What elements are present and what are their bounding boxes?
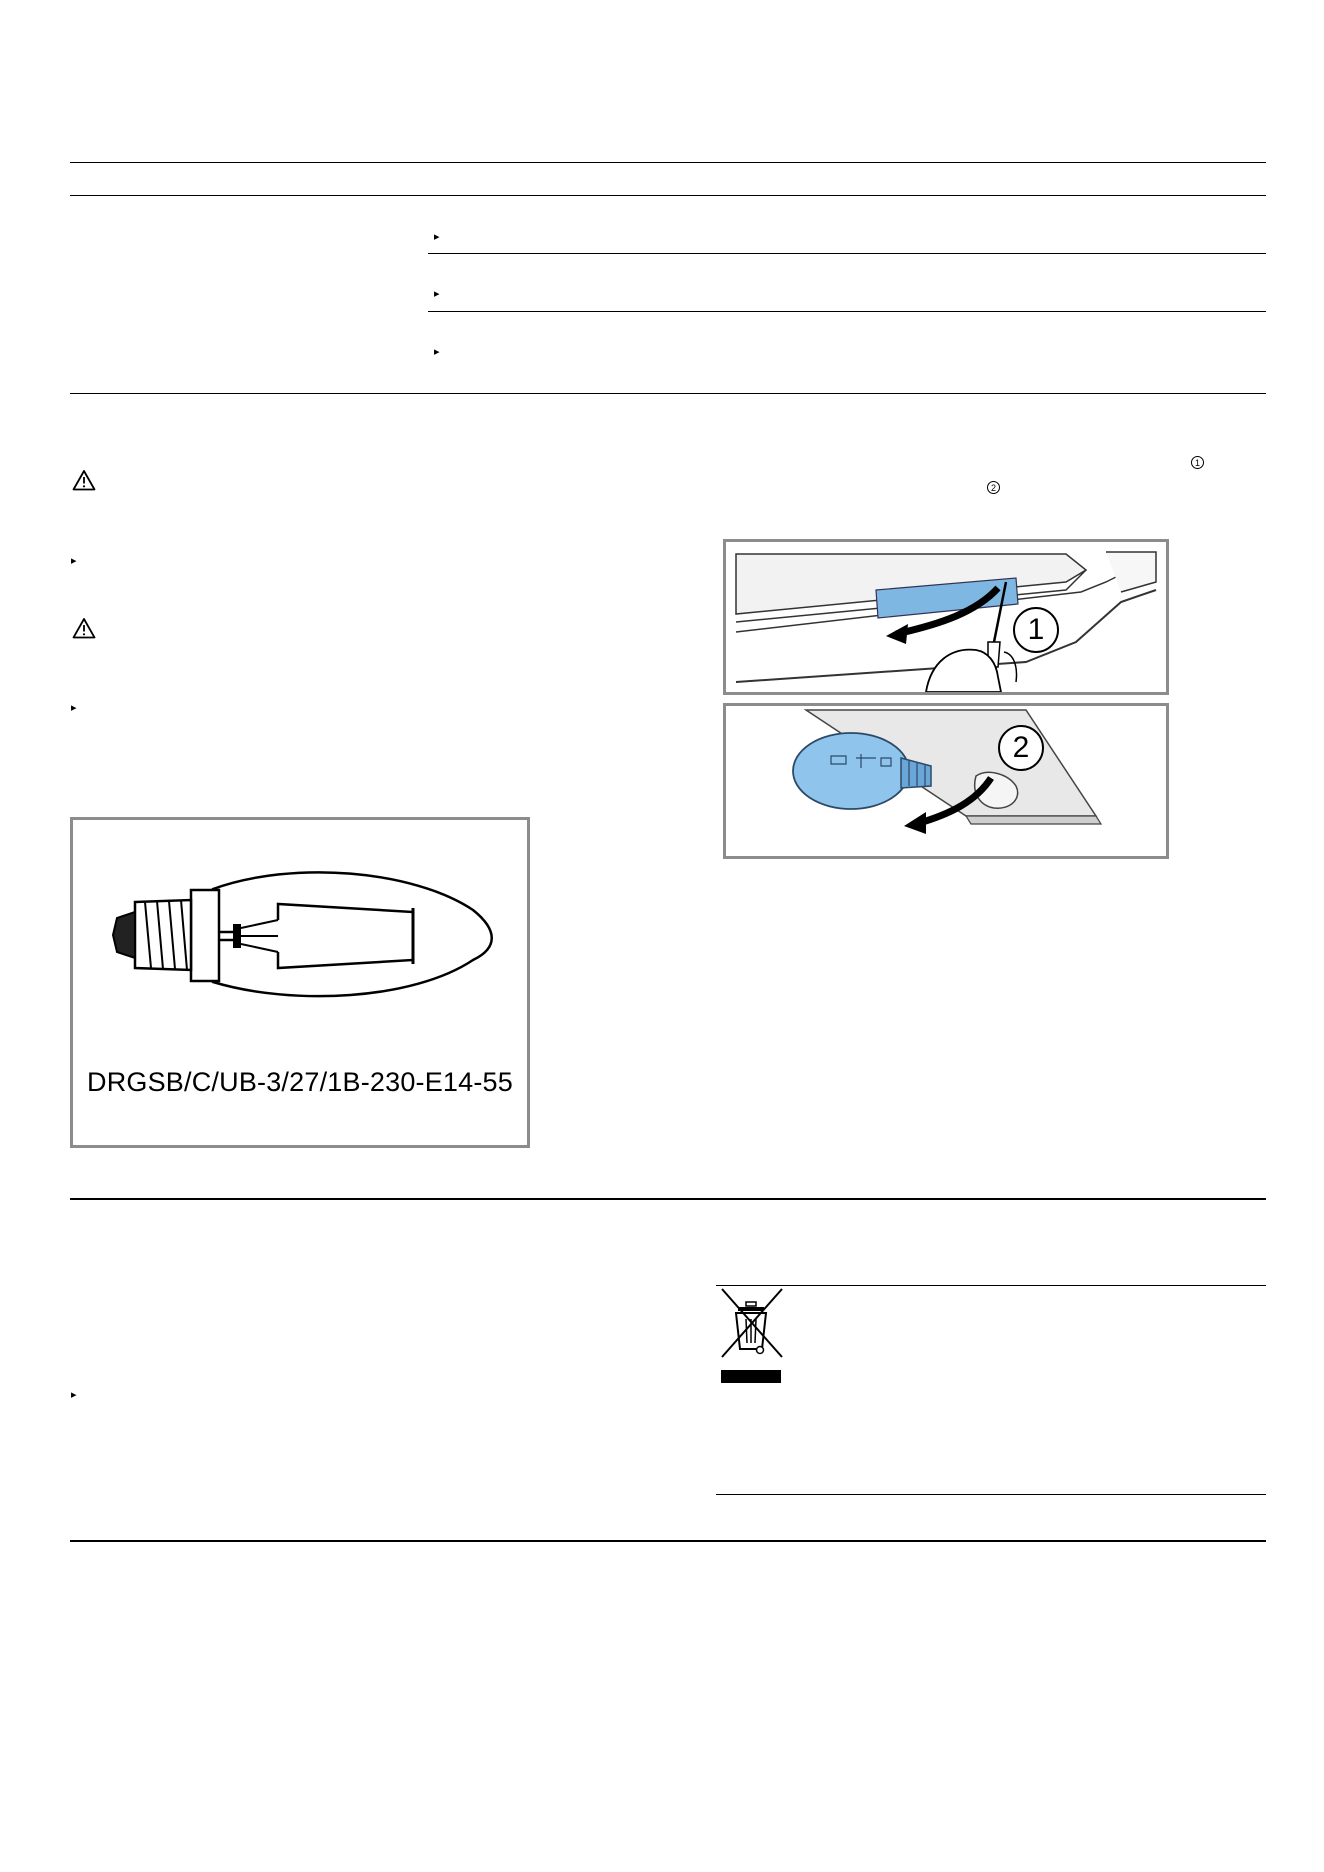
- table-top-rule: [70, 162, 1266, 163]
- remove-cover-illustration: [726, 542, 1166, 692]
- table-row-bullet: ▸: [434, 288, 440, 300]
- step-1-reference: 1: [1191, 456, 1204, 469]
- crossed-out-wheelie-bin-icon: [716, 1287, 784, 1385]
- instruction-bullet: ▸: [71, 702, 77, 714]
- unscrew-bulb-figure: [723, 703, 1169, 859]
- candle-bulb-illustration: [73, 820, 527, 1060]
- warning-triangle-icon: [72, 617, 96, 639]
- bulb-specification-figure: [70, 817, 530, 1148]
- figure-step-number: 2: [1012, 731, 1030, 764]
- bulb-type-label: DRGSB/C/UB-3/27/1B-230-E14-55: [87, 1067, 513, 1097]
- instruction-bullet: ▸: [71, 555, 77, 567]
- warning-triangle-icon: [72, 469, 96, 491]
- table-row-divider: [428, 311, 1266, 312]
- section-rule: [70, 1540, 1266, 1542]
- table-row-divider: [428, 253, 1266, 254]
- disposal-box-bottom-rule: [716, 1494, 1266, 1495]
- figure-step-number: 1: [1027, 613, 1045, 646]
- table-bottom-rule: [70, 393, 1266, 394]
- table-row-bullet: ▸: [434, 346, 440, 358]
- disposal-box-top-rule: [716, 1285, 1266, 1286]
- table-row-bullet: ▸: [434, 231, 440, 243]
- table-header-rule: [70, 195, 1266, 196]
- step-2-reference: 2: [987, 481, 1000, 494]
- unscrew-bulb-illustration: [726, 706, 1166, 856]
- remove-lamp-cover-figure: [723, 539, 1169, 695]
- instruction-bullet: ▸: [71, 1389, 77, 1401]
- section-rule: [70, 1198, 1266, 1200]
- bulb: [793, 733, 909, 809]
